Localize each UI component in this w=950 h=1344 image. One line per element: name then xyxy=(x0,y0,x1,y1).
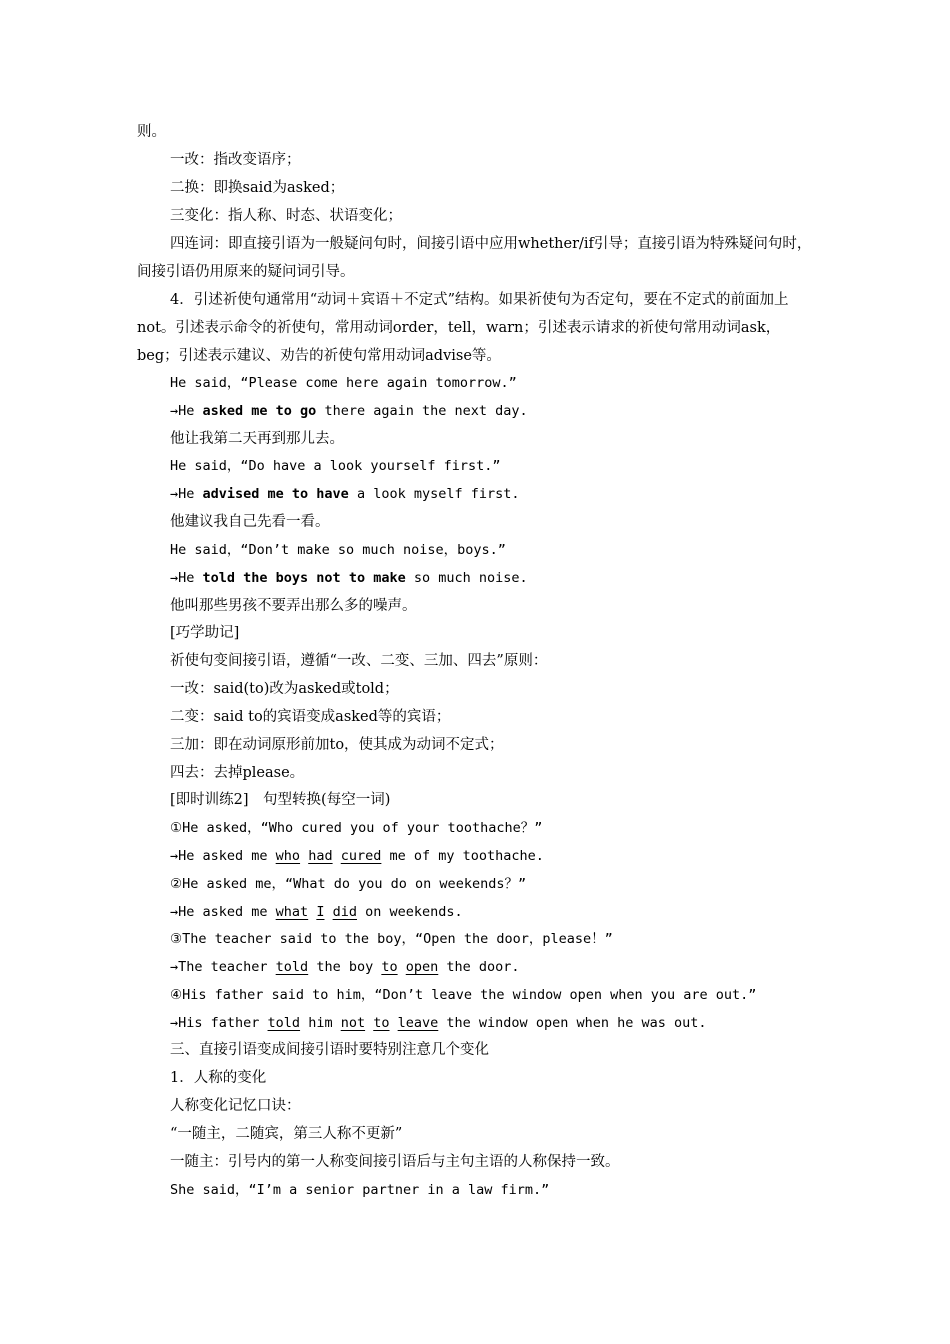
text-segment: →He asked me xyxy=(170,904,276,920)
text-segment xyxy=(398,959,406,975)
answer-blank: told xyxy=(267,1015,301,1031)
answer-blank: to xyxy=(373,1015,390,1031)
answer-blank: leave xyxy=(397,1015,439,1031)
text-segment: →His father xyxy=(170,1015,268,1031)
answer-blank: who xyxy=(275,848,301,864)
text-segment: a look myself first. xyxy=(348,486,520,502)
converted-sentence xyxy=(170,568,528,588)
text-segment: there again the next day. xyxy=(316,403,528,419)
exercise-answer xyxy=(170,846,544,866)
text-line: 人称变化记忆口诀： xyxy=(170,1098,301,1114)
text-segment xyxy=(365,1015,373,1031)
section-label: [巧学助记] xyxy=(170,625,240,641)
translation: 他建议我自己先看一看。 xyxy=(170,514,330,530)
answer-blank: I xyxy=(316,904,325,920)
text-segment: the boy xyxy=(308,959,382,975)
example-sentence: She said，“I’m a senior partner in a law firm.” xyxy=(170,1182,550,1198)
example-sentence: He said，“Do have a look yourself first.” xyxy=(170,458,501,474)
subsection-heading: 1．人称的变化 xyxy=(170,1070,267,1086)
section-heading: 三、直接引语变成间接引语时要特别注意几个变化 xyxy=(170,1042,489,1058)
example-sentence: He said，“Please come here again tomorrow.” xyxy=(170,375,517,391)
text-segment: him xyxy=(300,1015,341,1031)
text-segment: me of my toothache. xyxy=(381,848,544,864)
answer-blank: what xyxy=(275,904,309,920)
answer-blank: cured xyxy=(340,848,382,864)
answer-blank: had xyxy=(308,848,333,864)
bold-segment: told the boys not to make xyxy=(202,570,406,586)
exercise-question: ③The teacher said to the boy，“Open the door，please！” xyxy=(170,931,613,947)
text-segment xyxy=(390,1015,398,1031)
paragraph: 4．引述祈使句通常用“动词＋宾语＋不定式”结构。如果祈使句为否定句，要在不定式的前面加上not。引述表示命令的祈使句，常用动词order，tell，warn；引述表示请求的祈使句常用动词ask，beg；引述表示建议、劝告的祈使句常用动词advise等。 xyxy=(137,292,789,364)
bold-segment: advised me to have xyxy=(202,486,349,502)
example-sentence: He said，“Don’t make so much noise，boys.” xyxy=(170,542,506,558)
text-line: 则。 xyxy=(137,124,166,140)
text-segment: →He asked me xyxy=(170,848,276,864)
translation: 他叫那些男孩不要弄出那么多的噪声。 xyxy=(170,598,417,614)
text-segment: →The teacher xyxy=(170,959,276,975)
text-segment xyxy=(333,848,341,864)
text-line: 一改：指改变语序； xyxy=(170,152,301,168)
answer-blank: not xyxy=(340,1015,366,1031)
answer-blank: told xyxy=(275,959,309,975)
text-line: 四去：去掉please。 xyxy=(170,765,305,781)
translation: 他让我第二天再到那儿去。 xyxy=(170,431,344,447)
exercise-question: ④His father said to him，“Don’t leave the window open when you are out.” xyxy=(170,987,757,1003)
exercise-question: ②He asked me，“What do you do on weekends？” xyxy=(170,876,527,892)
exercise-question: ①He asked，“Who cured you of your toothache？” xyxy=(170,820,543,836)
text-segment: on weekends. xyxy=(357,904,463,920)
text-line: 二换：即换said为asked； xyxy=(170,180,345,196)
text-segment: →He xyxy=(170,403,203,419)
text-segment: the door. xyxy=(438,959,520,975)
exercise-heading: [即时训练2] 句型转换(每空一词) xyxy=(170,792,391,808)
exercise-answer xyxy=(170,902,463,922)
text-segment xyxy=(300,848,308,864)
exercise-answer xyxy=(170,957,520,977)
text-segment: →He xyxy=(170,570,203,586)
text-segment: the window open when he was out. xyxy=(438,1015,707,1031)
answer-blank: to xyxy=(381,959,398,975)
text-line: 三加：即在动词原形前加to，使其成为动词不定式； xyxy=(170,737,504,753)
text-line: 一随主：引号内的第一人称变间接引语后与主句主语的人称保持一致。 xyxy=(170,1154,620,1170)
converted-sentence xyxy=(170,484,520,504)
text-line: 二变：said to的宾语变成asked等的宾语； xyxy=(170,709,451,725)
text-line: 一改：said(to)改为asked或told； xyxy=(170,681,399,697)
answer-blank: open xyxy=(405,959,439,975)
text-segment: →He xyxy=(170,486,203,502)
text-line: 三变化：指人称、时态、状语变化； xyxy=(170,208,402,224)
text-segment: so much noise. xyxy=(405,570,528,586)
exercise-answer xyxy=(170,1013,707,1033)
mnemonic: “一随主，二随宾，第三人称不更新” xyxy=(170,1126,403,1142)
text-segment xyxy=(324,904,332,920)
text-line: 祈使句变间接引语，遵循“一改、二变、三加、四去”原则： xyxy=(170,653,548,669)
bold-segment: asked me to go xyxy=(202,403,317,419)
paragraph: 四连词：即直接引语为一般疑问句时，间接引语中应用whether/if引导；直接引语为特殊疑问句时，间接引语仍用原来的疑问词引导。 xyxy=(137,236,812,280)
answer-blank: did xyxy=(332,904,357,920)
converted-sentence xyxy=(170,401,528,421)
